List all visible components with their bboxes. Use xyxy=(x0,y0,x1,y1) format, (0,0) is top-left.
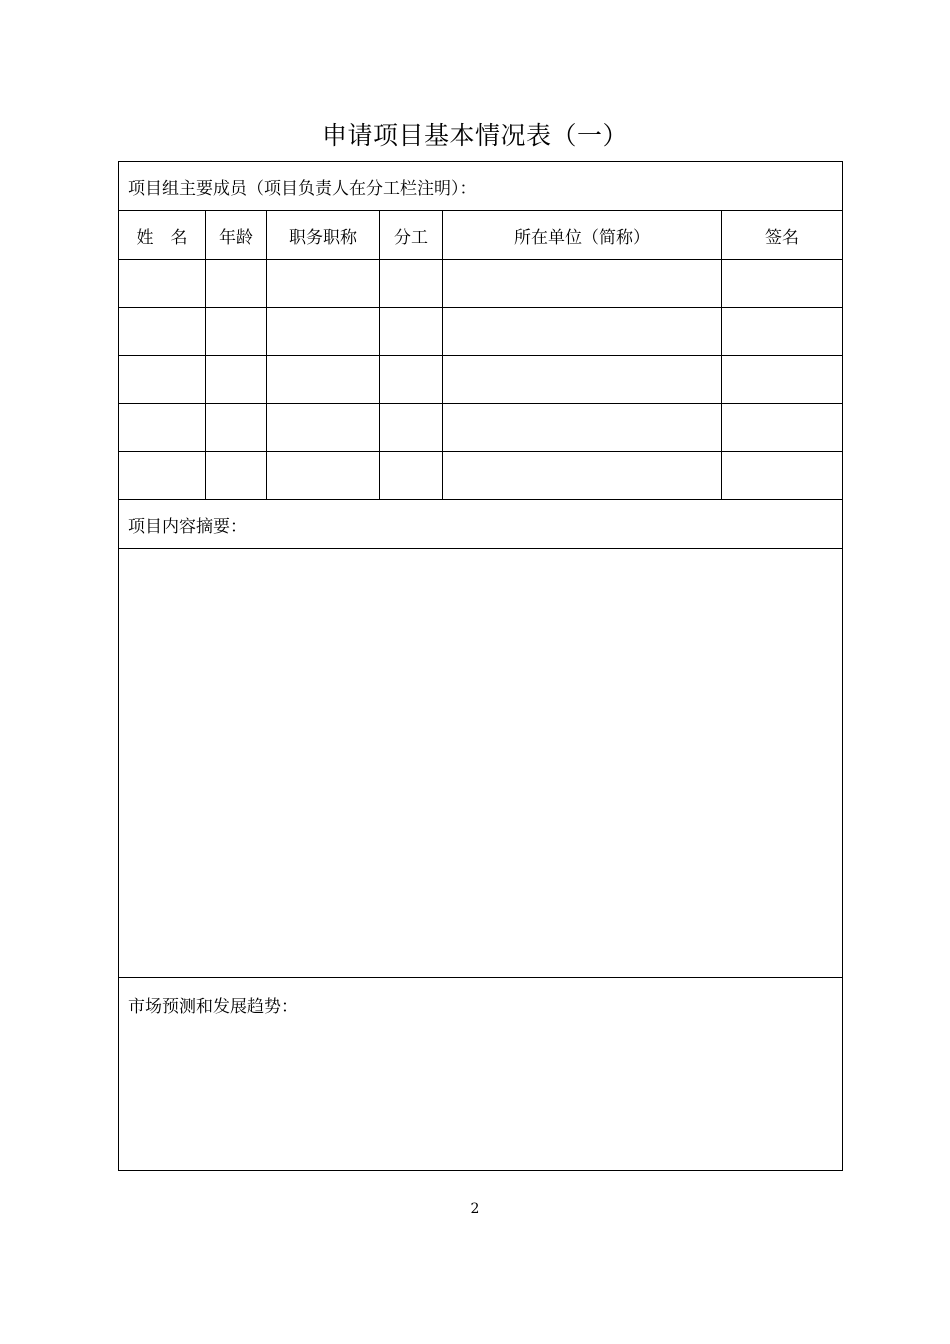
member-age-cell[interactable] xyxy=(206,404,267,452)
member-name-cell[interactable] xyxy=(119,404,206,452)
member-title-cell[interactable] xyxy=(267,260,380,308)
member-role-cell[interactable] xyxy=(380,452,443,500)
market-section-cell[interactable] xyxy=(119,978,843,1171)
table-row xyxy=(119,308,843,356)
table-row xyxy=(119,260,843,308)
member-organization-cell[interactable] xyxy=(443,356,722,404)
member-role-cell[interactable] xyxy=(380,404,443,452)
member-organization-cell[interactable] xyxy=(443,308,722,356)
column-header-age: 年龄 xyxy=(206,211,267,260)
summary-section-row xyxy=(119,500,843,549)
summary-section-label: 项目内容摘要： xyxy=(119,500,843,549)
member-title-cell[interactable] xyxy=(267,452,380,500)
table-row xyxy=(119,356,843,404)
column-header-role: 分工 xyxy=(380,211,443,260)
page-title: 申请项目基本情况表（一） xyxy=(321,121,628,150)
member-signature-cell[interactable] xyxy=(722,452,843,500)
table-row xyxy=(119,452,843,500)
member-signature-cell[interactable] xyxy=(722,260,843,308)
member-age-cell[interactable] xyxy=(206,308,267,356)
member-signature-cell[interactable] xyxy=(722,308,843,356)
project-info-table xyxy=(118,161,843,1171)
member-age-cell[interactable] xyxy=(206,356,267,404)
member-role-cell[interactable] xyxy=(380,356,443,404)
market-section-label: 市场预测和发展趋势： xyxy=(128,997,298,1017)
member-name-cell[interactable] xyxy=(119,308,206,356)
member-signature-cell[interactable] xyxy=(722,404,843,452)
members-section-label: 项目组主要成员（项目负责人在分工栏注明）： xyxy=(119,162,843,211)
member-organization-cell[interactable] xyxy=(443,260,722,308)
market-section-row xyxy=(119,978,843,1171)
members-section-row xyxy=(119,162,843,211)
members-header-row xyxy=(119,211,843,260)
page-number: 2 xyxy=(470,1201,480,1217)
member-organization-cell[interactable] xyxy=(443,404,722,452)
member-name-cell[interactable] xyxy=(119,356,206,404)
member-name-cell[interactable] xyxy=(119,260,206,308)
member-role-cell[interactable] xyxy=(380,308,443,356)
summary-body-row xyxy=(119,549,843,978)
member-name-cell[interactable] xyxy=(119,452,206,500)
column-header-signature: 签名 xyxy=(722,211,843,260)
column-header-name: 姓 名 xyxy=(119,211,206,260)
member-title-cell[interactable] xyxy=(267,356,380,404)
member-title-cell[interactable] xyxy=(267,308,380,356)
member-organization-cell[interactable] xyxy=(443,452,722,500)
column-header-position-title: 职务职称 xyxy=(267,211,380,260)
member-role-cell[interactable] xyxy=(380,260,443,308)
member-signature-cell[interactable] xyxy=(722,356,843,404)
column-header-organization: 所在单位（简称） xyxy=(443,211,722,260)
member-age-cell[interactable] xyxy=(206,260,267,308)
member-title-cell[interactable] xyxy=(267,404,380,452)
summary-content-area[interactable] xyxy=(119,549,843,978)
table-row xyxy=(119,404,843,452)
member-age-cell[interactable] xyxy=(206,452,267,500)
